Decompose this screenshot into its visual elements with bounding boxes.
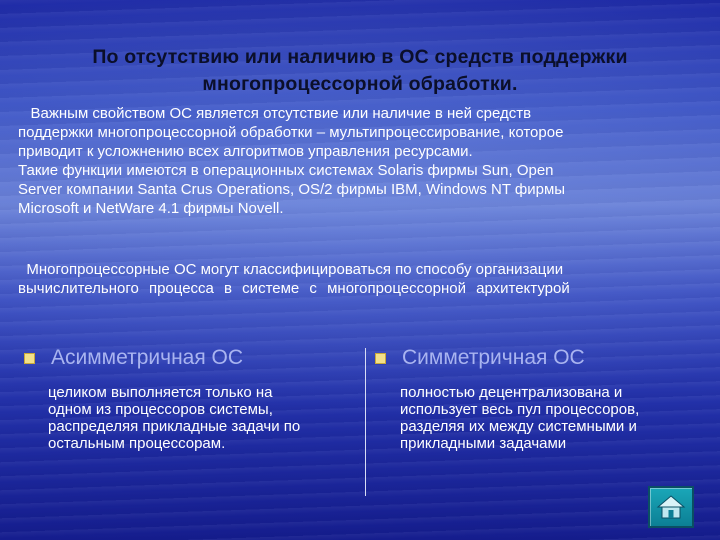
description-line: полностью децентрализована и	[400, 384, 623, 401]
asymmetric-os-title: Асимметричная ОС	[51, 346, 244, 369]
intro-line: Важным свойством ОС является отсутствие или наличие в ней средств	[18, 105, 532, 122]
slide-title	[20, 44, 700, 98]
description-line: прикладными задачами	[400, 435, 567, 452]
home-icon	[656, 494, 686, 520]
classification-paragraph	[18, 260, 708, 298]
symmetric-os-column	[375, 344, 695, 452]
symmetric-os-title: Симметричная ОС	[402, 346, 585, 369]
home-button[interactable]	[648, 486, 694, 528]
title-line: многопроцессорной обработки.	[202, 73, 518, 95]
classification-line: вычислительного процесса в системе с многопроцессорной архитектурой	[18, 280, 570, 297]
description-line: целиком выполняется только на	[48, 384, 273, 401]
intro-line: приводит к усложнению всех алгоритмов управления ресурсами.	[18, 143, 473, 160]
square-bullet-icon	[24, 353, 35, 364]
intro-line: Такие функции имеются в операционных системах Solaris фирмы Sun, Open	[18, 162, 554, 179]
description-line: остальным процессорам.	[48, 435, 226, 452]
title-line: По отсутствию или наличию в ОС средств поддержки	[92, 46, 628, 68]
intro-line: Server компании Santa Crus Operations, OS/2 фирмы IBM, Windows NT фирмы	[18, 181, 566, 198]
square-bullet-icon	[375, 353, 386, 364]
symmetric-os-description	[400, 384, 695, 452]
intro-paragraph	[18, 104, 708, 218]
intro-line: поддержки многопроцессорной обработки – мультипроцессирование, которое	[18, 124, 564, 141]
asymmetric-os-heading	[24, 344, 354, 372]
description-line: разделяя их между системными и	[400, 418, 637, 435]
symmetric-os-heading	[375, 344, 695, 372]
classification-line: Многопроцессорные ОС могут классифицироваться по способу организации	[18, 261, 564, 278]
description-line: одном из процессоров системы,	[48, 401, 273, 418]
asymmetric-os-column	[24, 344, 354, 452]
description-line: использует весь пул процессоров,	[400, 401, 640, 418]
asymmetric-os-description	[48, 384, 354, 452]
column-divider	[365, 348, 366, 496]
description-line: распределяя прикладные задачи по	[48, 418, 301, 435]
intro-line: Microsoft и NetWare 4.1 фирмы Novell.	[18, 200, 284, 217]
